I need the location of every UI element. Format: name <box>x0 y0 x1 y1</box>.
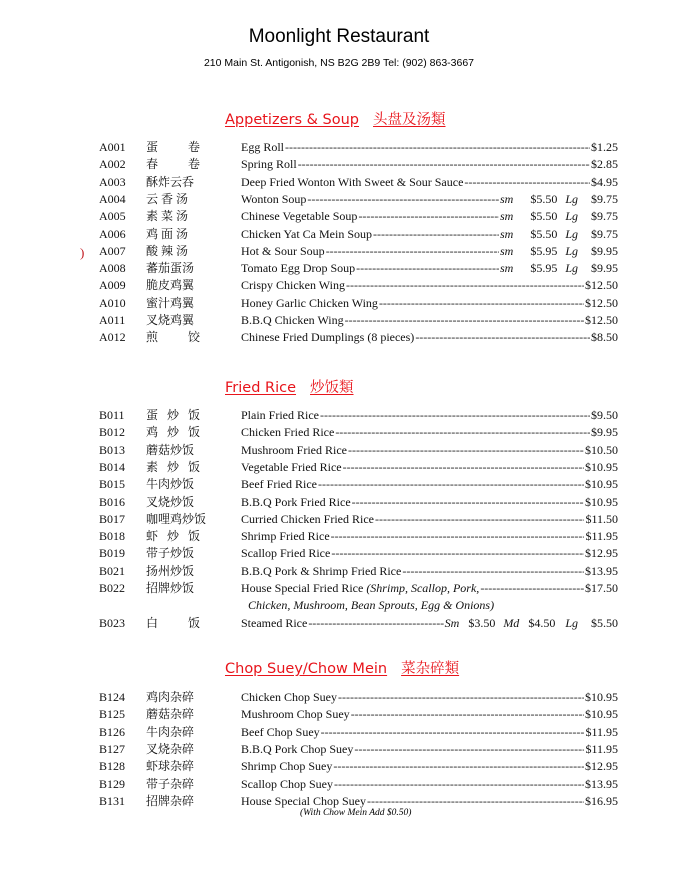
item-line <box>241 312 618 329</box>
item-name-detail: (Shrimp, Scallop, Pork, <box>363 581 480 595</box>
menu-item-row <box>0 741 678 758</box>
item-name: Plain Fried Rice <box>241 408 319 422</box>
item-name-zh: 带子杂碎 <box>146 776 195 791</box>
item-code: A007 <box>99 243 126 258</box>
item-line <box>241 758 618 775</box>
item-line <box>241 277 618 294</box>
item-name: Shrimp Chop Suey <box>241 759 333 774</box>
item-name-zh: 素 菜 汤 <box>146 209 189 224</box>
size-label-sm: sm <box>499 226 514 241</box>
item-name-zh: 云 香 汤 <box>146 191 189 206</box>
item-line <box>241 329 618 346</box>
item-name: Chinese Vegetable Soup <box>241 209 358 224</box>
menu-item-row <box>0 424 678 441</box>
item-name-zh: 叉烧鸡翼 <box>146 313 195 327</box>
item-code: B129 <box>99 776 126 791</box>
item-price: $12.95 <box>585 546 618 561</box>
section-title: Chop Suey/Chow Mein <box>225 661 388 677</box>
item-line <box>241 741 618 758</box>
item-code: B023 <box>99 615 126 630</box>
item-code: B013 <box>99 442 126 457</box>
section-note: (With Chow Mein Add $0.50) <box>300 808 412 818</box>
item-code: B015 <box>99 477 126 492</box>
size-label-lg: Lg <box>565 226 578 241</box>
item-name: Honey Garlic Chicken Wing <box>241 295 378 310</box>
item-name: Crispy Chicken Wing <box>241 278 345 293</box>
item-line <box>241 528 618 545</box>
menu-item-row <box>0 277 678 294</box>
item-price: $9.50 <box>591 408 618 422</box>
price-large: $9.95 <box>591 261 618 276</box>
item-price: $16.95 <box>585 793 618 808</box>
menu-header-address: 210 Main St. Antigonish, NS B2G 2B9 Tel: (902) 863-3667 <box>203 57 475 69</box>
leader-dashes <box>318 476 584 493</box>
item-name: Spring Roll <box>241 157 297 172</box>
leader-dashes <box>480 580 584 597</box>
size-prices <box>500 260 618 277</box>
item-name: Curried Chicken Fried Rice <box>241 511 374 526</box>
item-price: $17.50 <box>585 581 618 595</box>
leader-dashes <box>464 174 590 191</box>
item-name-zh: 咖哩鸡炒饭 <box>146 511 207 526</box>
leader-dashes <box>335 424 590 441</box>
item-line <box>241 424 618 441</box>
item-line <box>241 174 618 191</box>
menu-header-title: Moonlight Restaurant <box>248 26 430 47</box>
leader-dashes <box>334 776 584 793</box>
item-price: $11.95 <box>585 741 618 756</box>
item-price: $9.95 <box>591 425 618 440</box>
item-name-zh: 脆皮鸡翼 <box>146 278 195 293</box>
menu-item-row <box>0 139 678 156</box>
menu-item-row <box>0 689 678 706</box>
section-title: Appetizers & Soup <box>225 112 360 128</box>
item-name: Chicken Chop Suey <box>241 690 337 704</box>
item-line <box>241 706 618 723</box>
section-title-zh: 炒饭類 <box>310 380 354 396</box>
leader-dashes <box>375 511 584 528</box>
menu-item-row <box>0 724 678 741</box>
price-small: $3.50 <box>468 615 496 630</box>
item-code: B019 <box>99 546 126 561</box>
menu-item-row <box>0 243 678 260</box>
size-label-lg: Lg <box>565 191 578 206</box>
item-name: B.B.Q Pork Fried Rice <box>241 494 351 509</box>
item-line <box>241 442 618 459</box>
price-small: $5.50 <box>530 209 558 224</box>
item-name: Chinese Fried Dumplings (8 pieces) <box>241 330 415 345</box>
item-line <box>241 615 618 632</box>
item-name-zh: 蛋卷 <box>146 140 200 154</box>
menu-item-row <box>0 563 678 580</box>
menu-item-row <box>0 208 678 225</box>
leader-dashes <box>348 442 584 459</box>
item-name: Vegetable Fried Rice <box>241 459 342 474</box>
size-label-sm: sm <box>499 191 514 206</box>
item-name: Scallop Fried Rice <box>241 546 331 561</box>
item-line <box>241 793 618 810</box>
item-line <box>241 545 618 562</box>
item-name-zh: 蛋 炒 饭 <box>146 408 200 422</box>
leader-dashes <box>285 139 590 156</box>
leader-dashes <box>358 208 499 225</box>
menu-item-row <box>0 580 678 597</box>
menu-item-row <box>0 329 678 346</box>
size-label-lg: Lg <box>565 209 578 224</box>
leader-dashes <box>415 329 590 346</box>
item-name-zh: 带子炒饭 <box>146 546 195 561</box>
item-code: B126 <box>99 724 126 739</box>
item-line <box>241 208 618 225</box>
size-prices <box>500 191 618 208</box>
item-price: $10.95 <box>585 459 618 474</box>
menu-item-row <box>0 312 678 329</box>
leader-dashes <box>345 312 584 329</box>
item-code: B014 <box>99 459 126 474</box>
item-code: B017 <box>99 511 126 526</box>
item-code: B018 <box>99 529 126 544</box>
item-price: $10.95 <box>585 494 618 509</box>
item-line <box>241 459 618 476</box>
item-line <box>241 191 618 208</box>
item-line <box>241 156 618 173</box>
item-name-zh: 煎饺 <box>146 330 200 345</box>
menu-item-row <box>0 758 678 775</box>
item-line <box>241 724 618 741</box>
item-name: Egg Roll <box>241 140 285 154</box>
size-label-lg: Lg <box>565 243 578 258</box>
item-price: $4.95 <box>591 174 618 189</box>
item-code: A011 <box>99 313 126 327</box>
leader-dashes <box>373 226 499 243</box>
item-name: B.B.Q Pork & Shrimp Fried Rice <box>241 563 402 578</box>
menu-item-row <box>0 615 678 632</box>
price-small: $5.50 <box>530 191 558 206</box>
size-prices <box>500 226 618 243</box>
size-label-md: Md <box>503 615 520 630</box>
item-code: A006 <box>99 226 126 241</box>
item-code: A005 <box>99 209 126 224</box>
item-name-zh: 虾球杂碎 <box>146 759 195 774</box>
item-code: A002 <box>99 157 126 172</box>
item-name-zh: 牛肉炒饭 <box>146 477 195 492</box>
item-name: Chicken Fried Rice <box>241 425 335 440</box>
leader-dashes <box>298 156 590 173</box>
item-price: $12.95 <box>585 759 618 774</box>
item-code: A001 <box>99 140 126 154</box>
leader-dashes <box>346 277 584 294</box>
item-name-zh: 春卷 <box>146 157 200 172</box>
menu-item-row <box>0 295 678 312</box>
item-name-zh: 酸 辣 汤 <box>146 243 189 258</box>
price-large: $5.50 <box>591 615 618 630</box>
item-name-zh: 招牌炒饭 <box>146 581 195 595</box>
item-name-zh: 叉烧杂碎 <box>146 741 195 756</box>
item-name-detail-line2: Chicken, Mushroom, Bean Sprouts, Egg & Onions) <box>248 598 495 613</box>
menu-item-row <box>0 706 678 723</box>
leader-dashes <box>321 724 585 741</box>
item-name: Scallop Chop Suey <box>241 776 333 791</box>
item-code: B128 <box>99 759 126 774</box>
item-price: $11.50 <box>585 511 618 526</box>
menu-item-row <box>0 494 678 511</box>
item-name: Wonton Soup <box>241 191 307 206</box>
section-title: Fried Rice <box>225 380 297 396</box>
item-code: B016 <box>99 494 126 509</box>
item-line <box>241 407 618 424</box>
size-label-sm: sm <box>499 209 514 224</box>
menu-item-row <box>0 260 678 277</box>
item-code: A004 <box>99 191 126 206</box>
item-name: House Special Chop Suey <box>241 793 366 808</box>
leader-dashes <box>307 191 499 208</box>
item-code: B012 <box>99 425 126 440</box>
item-name: Mushroom Chop Suey <box>241 707 350 722</box>
item-name-zh: 蕃茄蛋汤 <box>146 261 195 276</box>
item-price: $11.95 <box>585 724 618 739</box>
leader-dashes <box>338 689 584 706</box>
item-line <box>241 494 618 511</box>
price-large: $9.95 <box>591 243 618 258</box>
item-name: B.B.Q Pork Chop Suey <box>241 741 354 756</box>
leader-dashes <box>326 243 499 260</box>
item-name: Chicken Yat Ca Mein Soup <box>241 226 373 241</box>
size-prices <box>445 615 618 632</box>
item-name-zh: 牛肉杂碎 <box>146 724 195 739</box>
item-code: B127 <box>99 741 126 756</box>
item-code: B022 <box>99 581 126 595</box>
leader-dashes <box>320 407 590 424</box>
section-heading <box>225 376 354 396</box>
menu-item-row <box>0 459 678 476</box>
size-label-sm: Sm <box>444 615 460 630</box>
menu-item-row <box>0 407 678 424</box>
leader-dashes <box>356 260 499 277</box>
item-price: $13.95 <box>585 776 618 791</box>
item-line <box>241 243 618 260</box>
price-medium: $4.50 <box>528 615 556 630</box>
item-code: A003 <box>99 174 126 189</box>
item-line <box>241 139 618 156</box>
leader-dashes <box>351 706 584 723</box>
item-name-zh: 素 炒 饭 <box>146 459 200 474</box>
item-name-zh: 叉烧炒饭 <box>146 494 195 509</box>
item-code: B125 <box>99 707 126 722</box>
leader-dashes <box>333 758 584 775</box>
leader-dashes <box>308 615 443 632</box>
item-code: B131 <box>99 793 126 808</box>
menu-item-row <box>0 442 678 459</box>
price-small: $5.95 <box>530 243 558 258</box>
item-code: A009 <box>99 278 126 293</box>
item-name-zh: 蘑菇炒饭 <box>146 442 195 457</box>
menu-item-row <box>0 528 678 545</box>
section-title-zh: 菜杂碎類 <box>401 661 460 677</box>
item-name-zh: 虾 炒 饭 <box>146 529 200 544</box>
item-name-zh: 蜜汁鸡翼 <box>146 295 195 310</box>
price-large: $9.75 <box>591 191 618 206</box>
size-prices <box>500 208 618 225</box>
item-price: $12.50 <box>585 313 618 327</box>
item-price: $8.50 <box>591 330 618 345</box>
item-price: $10.50 <box>585 442 618 457</box>
leader-dashes <box>352 494 584 511</box>
item-name-zh: 扬州炒饭 <box>146 563 195 578</box>
item-price: $2.85 <box>591 157 618 172</box>
item-code: A008 <box>99 261 126 276</box>
item-line <box>241 476 618 493</box>
item-name-zh: 鸡 炒 饭 <box>146 425 200 440</box>
leader-dashes <box>331 528 585 545</box>
item-line <box>241 580 618 597</box>
section-title-zh: 头盘及汤類 <box>373 112 446 128</box>
size-label-sm: sm <box>499 261 514 276</box>
item-name-zh: 白饭 <box>146 615 200 630</box>
item-price: $12.50 <box>585 278 618 293</box>
item-name-zh: 招牌杂碎 <box>146 793 195 808</box>
item-code: B124 <box>99 690 126 704</box>
item-name: Steamed Rice <box>241 615 308 630</box>
item-price: $10.95 <box>585 477 618 492</box>
item-line <box>241 295 618 312</box>
menu-item-row <box>0 191 678 208</box>
item-name: House Special Fried Rice (Shrimp, Scallop, Pork, <box>241 581 480 595</box>
size-label-lg: Lg <box>565 261 578 276</box>
menu-item-row <box>0 545 678 562</box>
leader-dashes <box>343 459 584 476</box>
leader-dashes <box>379 295 584 312</box>
menu-item-row <box>0 226 678 243</box>
item-name: Mushroom Fried Rice <box>241 442 347 457</box>
item-line <box>241 776 618 793</box>
item-name: Deep Fried Wonton With Sweet & Sour Sauce <box>241 174 464 189</box>
item-name: B.B.Q Chicken Wing <box>241 313 344 327</box>
item-name-zh: 鸡肉杂碎 <box>146 690 195 704</box>
item-code: A010 <box>99 295 126 310</box>
item-name: Shrimp Fried Rice <box>241 529 330 544</box>
item-price: $11.95 <box>585 529 618 544</box>
menu-item-row <box>0 776 678 793</box>
item-code: B011 <box>99 408 125 422</box>
menu-item-row <box>0 476 678 493</box>
item-name-zh: 酥炸云呑 <box>146 174 195 189</box>
item-name: Beef Chop Suey <box>241 724 320 739</box>
section-heading <box>225 108 446 128</box>
item-price: $13.95 <box>585 563 618 578</box>
item-line <box>241 260 618 277</box>
item-line <box>241 563 618 580</box>
size-label-sm: sm <box>499 243 514 258</box>
item-price: $10.95 <box>585 707 618 722</box>
price-small: $5.95 <box>530 261 558 276</box>
item-price: $12.50 <box>585 295 618 310</box>
leader-dashes <box>402 563 584 580</box>
menu-item-row <box>0 174 678 191</box>
menu-item-row <box>0 511 678 528</box>
leader-dashes <box>354 741 584 758</box>
item-line <box>241 226 618 243</box>
size-prices <box>500 243 618 260</box>
item-name: Beef Fried Rice <box>241 477 317 492</box>
menu-item-row <box>0 156 678 173</box>
item-name-zh: 鸡 面 汤 <box>146 226 189 241</box>
leader-dashes <box>331 545 584 562</box>
size-label-lg: Lg <box>565 615 578 630</box>
price-large: $9.75 <box>591 226 618 241</box>
item-name-zh: 蘑菇杂碎 <box>146 707 195 722</box>
item-name: Tomato Egg Drop Soup <box>241 261 356 276</box>
item-code: B021 <box>99 563 126 578</box>
item-price: $10.95 <box>585 690 618 704</box>
margin-mark: ) <box>80 245 85 260</box>
item-line <box>241 511 618 528</box>
section-heading <box>225 657 459 677</box>
item-name: Hot & Sour Soup <box>241 243 325 258</box>
item-line <box>241 689 618 706</box>
price-large: $9.75 <box>591 209 618 224</box>
item-price: $1.25 <box>591 140 618 154</box>
price-small: $5.50 <box>530 226 558 241</box>
item-code: A012 <box>99 330 126 345</box>
